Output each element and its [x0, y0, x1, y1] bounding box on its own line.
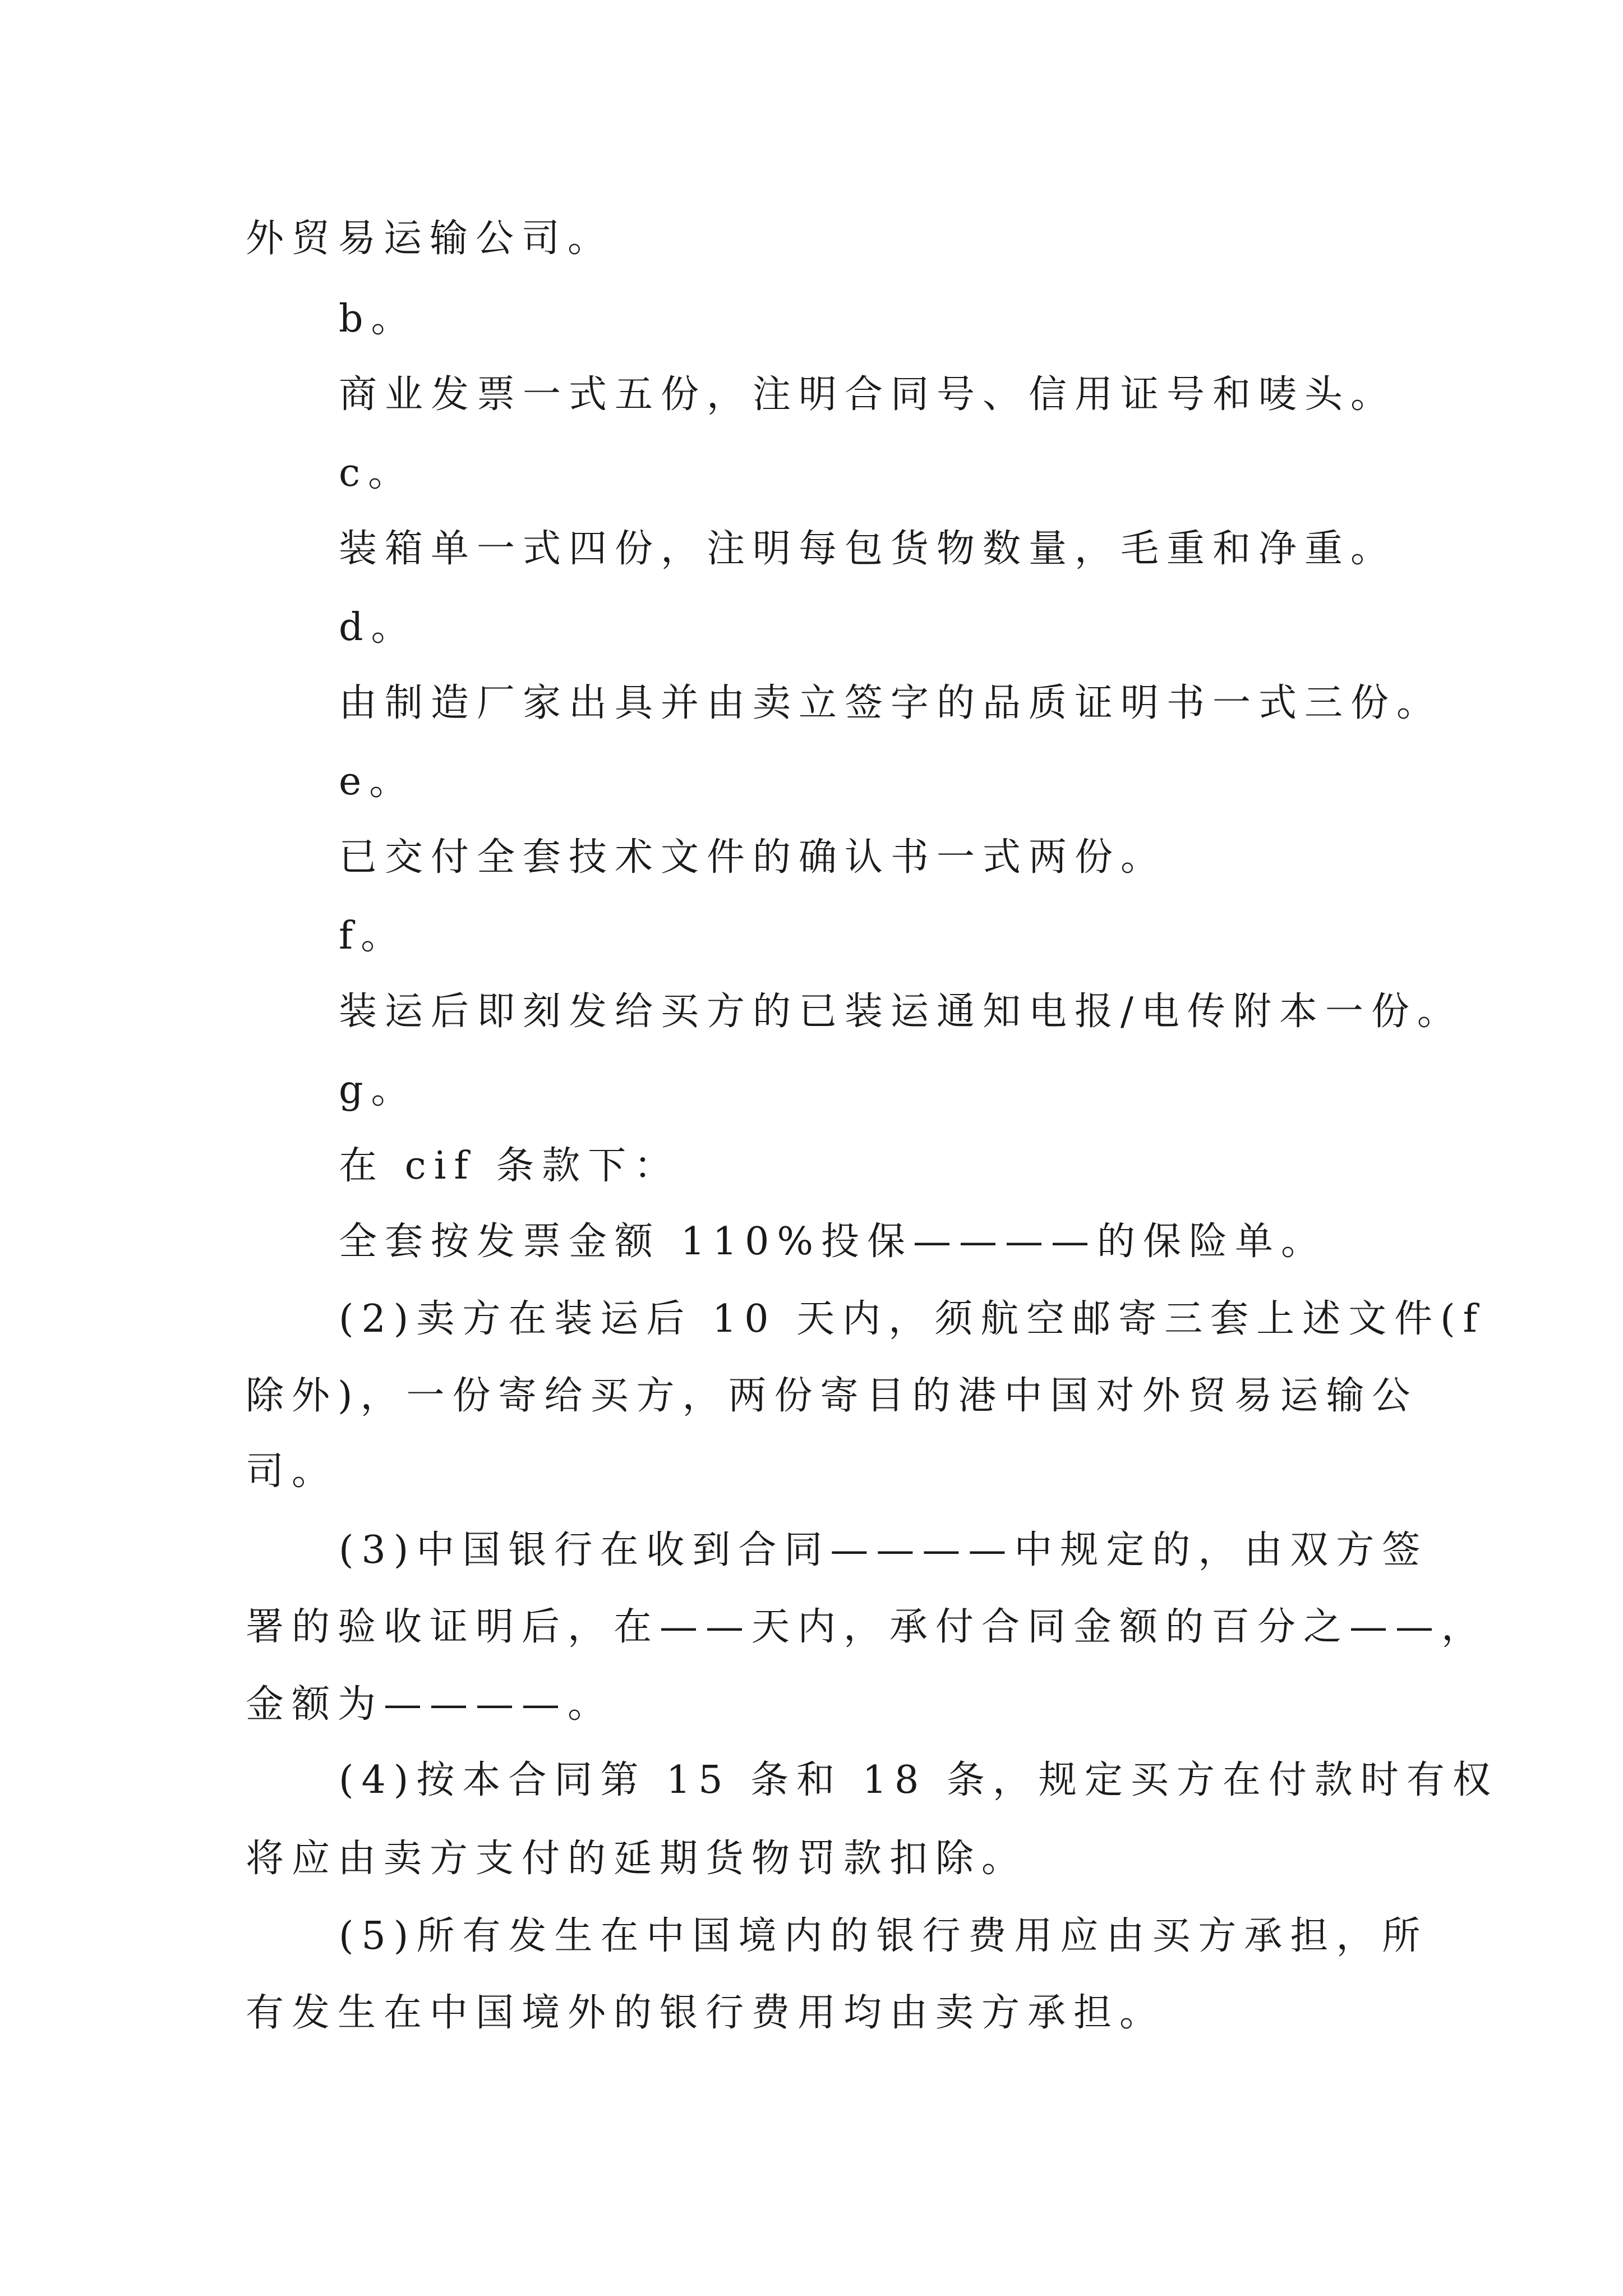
paragraph-line: 金额为————。: [246, 1682, 614, 1727]
list-marker: g。: [339, 1068, 417, 1112]
paragraph-line: 将应由卖方支付的延期货物罚款扣除。: [246, 1837, 1028, 1881]
paragraph-line: (4)按本合同第 15 条和 18 条，规定买方在付款时有权: [339, 1758, 1498, 1802]
paragraph-line: 署的验收证明后，在——天内，承付合同金额的百分之——，: [246, 1605, 1488, 1649]
list-marker: d。: [339, 605, 417, 650]
text-line: 在 cif 条款下：: [339, 1144, 680, 1188]
paragraph-line: 除外)，一份寄给买方，两份寄目的港中国对外贸易运输公: [246, 1374, 1418, 1418]
text-line: 已交付全套技术文件的确认书一式两份。: [339, 835, 1167, 880]
paragraph-line: 有发生在中国境外的银行费用均由卖方承担。: [246, 1991, 1166, 2035]
list-marker: b。: [339, 297, 417, 341]
list-marker: c。: [339, 451, 414, 495]
paragraph-line: 司。: [246, 1450, 338, 1494]
text-line: 商业发票一式五份，注明合同号、信用证号和唛头。: [339, 372, 1397, 417]
paragraph-line: (3)中国银行在收到合同————中规定的，由双方签: [339, 1528, 1428, 1572]
paragraph-line: (2)卖方在装运后 10 天内，须航空邮寄三套上述文件(f: [339, 1297, 1485, 1341]
text-line: 装箱单一式四份，注明每包货物数量，毛重和净重。: [339, 527, 1397, 571]
list-marker: e。: [339, 760, 416, 804]
paragraph-line: (5)所有发生在中国境内的银行费用应由买方承担，所: [339, 1914, 1428, 1958]
text-line: 装运后即刻发给买方的已装运通知电报/电传附本一份。: [339, 990, 1463, 1034]
text-line: 全套按发票金额 110%投保————的保险单。: [339, 1220, 1327, 1264]
text-line: 由制造厂家出具并由卖立签字的品质证明书一式三份。: [339, 681, 1443, 725]
list-marker: f。: [339, 914, 407, 958]
text-line: 外贸易运输公司。: [246, 217, 614, 261]
